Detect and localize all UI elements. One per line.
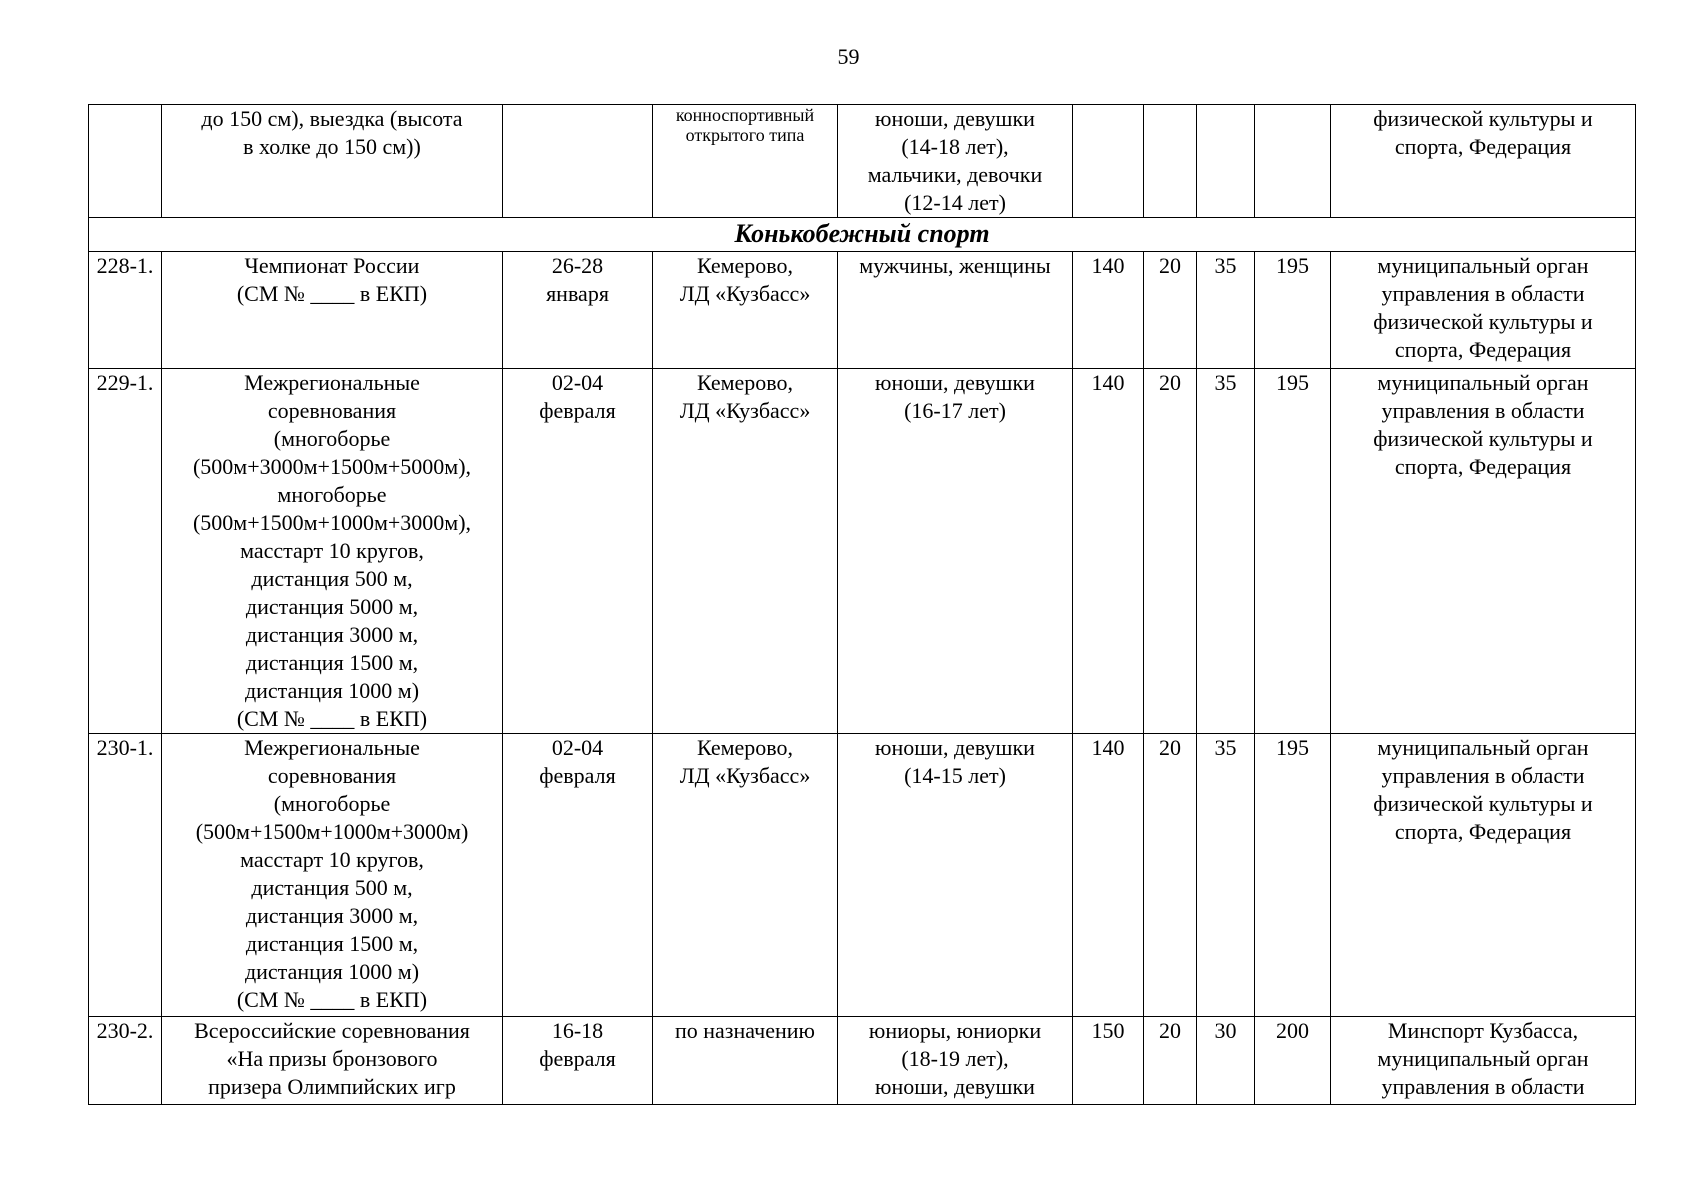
number-cell: 229-1. bbox=[89, 369, 162, 734]
text-line: конноспортивный bbox=[675, 105, 815, 125]
text-line: (СМ № ____ в ЕКП) bbox=[236, 987, 428, 1012]
text-line: (14-18 лет), bbox=[901, 134, 1009, 159]
event-name-cell bbox=[162, 734, 503, 1017]
text-line: 02-04 bbox=[551, 735, 604, 760]
text-line: юноши, девушки bbox=[875, 370, 1035, 395]
text-line: (500м+3000м+1500м+5000м), bbox=[192, 454, 472, 479]
venue-cell bbox=[653, 734, 838, 1017]
text-line: (СМ № ____ в ЕКП) bbox=[236, 706, 428, 731]
number-cell: 230-1. bbox=[89, 734, 162, 1017]
text-line: дистанция 1500 м, bbox=[245, 650, 419, 675]
text-line: Чемпионат России bbox=[244, 253, 420, 278]
text-line: масстарт 10 кругов, bbox=[240, 847, 424, 872]
text-line: в холке до 150 см)) bbox=[243, 134, 421, 159]
events-table bbox=[88, 104, 1636, 1105]
continuation-row bbox=[89, 105, 1636, 218]
text-line: юноши, девушки bbox=[875, 106, 1035, 131]
text-line: февраля bbox=[539, 1046, 616, 1071]
text-line: муниципальный орган bbox=[1377, 735, 1589, 760]
text-line: юноши, девушки bbox=[875, 735, 1035, 760]
text-line: соревнования bbox=[267, 398, 397, 423]
event-name-cell bbox=[162, 252, 503, 369]
number-cell: 228-1. bbox=[89, 252, 162, 369]
organizer-cell bbox=[1331, 252, 1636, 369]
text-line: февраля bbox=[539, 763, 616, 788]
text-line: муниципальный орган bbox=[1377, 253, 1589, 278]
count-cell-1: 140 bbox=[1073, 252, 1144, 369]
count-cell-4: 200 bbox=[1255, 1017, 1331, 1105]
count-cell-2 bbox=[1144, 105, 1197, 218]
count-cell-4: 195 bbox=[1255, 252, 1331, 369]
text-line: мужчины, женщины bbox=[859, 253, 1051, 278]
participants-cell bbox=[838, 369, 1073, 734]
venue-cell bbox=[653, 369, 838, 734]
text-line: 16-18 bbox=[551, 1018, 604, 1043]
text-line: Минспорт Кузбасса, bbox=[1387, 1018, 1579, 1043]
participants-cell bbox=[838, 734, 1073, 1017]
text-line: Межрегиональные bbox=[244, 735, 420, 760]
dates-cell bbox=[503, 105, 653, 218]
text-line: (многоборье bbox=[273, 791, 391, 816]
text-line: дистанция 1000 м) bbox=[244, 959, 420, 984]
text-line: января bbox=[546, 281, 609, 306]
table-row bbox=[89, 1017, 1636, 1105]
organizer-cell bbox=[1331, 1017, 1636, 1105]
text-line: Кемерово, bbox=[696, 253, 794, 278]
participants-cell bbox=[838, 1017, 1073, 1105]
count-cell-3: 30 bbox=[1197, 1017, 1255, 1105]
text-line: муниципальный орган bbox=[1377, 1046, 1589, 1071]
text-line: Кемерово, bbox=[696, 370, 794, 395]
text-line: открытого типа bbox=[685, 125, 805, 145]
organizer-cell bbox=[1331, 105, 1636, 218]
participants-cell bbox=[838, 105, 1073, 218]
venue-cell bbox=[653, 105, 838, 218]
count-cell-3: 35 bbox=[1197, 252, 1255, 369]
text-line: (16-17 лет) bbox=[904, 398, 1006, 423]
text-line: ЛД «Кузбасс» bbox=[679, 281, 811, 306]
text-line: дистанция 1000 м) bbox=[244, 678, 420, 703]
text-line: управления в области bbox=[1381, 281, 1585, 306]
text-line: призера Олимпийских игр bbox=[208, 1074, 456, 1099]
count-cell-2: 20 bbox=[1144, 734, 1197, 1017]
text-line: спорта, Федерация bbox=[1394, 337, 1572, 362]
text-line: спорта, Федерация bbox=[1394, 134, 1572, 159]
event-name-cell bbox=[162, 105, 503, 218]
text-line: управления в области bbox=[1381, 398, 1585, 423]
count-cell-2: 20 bbox=[1144, 252, 1197, 369]
text-line: (12-14 лет) bbox=[904, 190, 1006, 215]
number-cell: 230-2. bbox=[89, 1017, 162, 1105]
participants-cell bbox=[838, 252, 1073, 369]
text-line: (СМ № ____ в ЕКП) bbox=[236, 281, 428, 306]
count-cell-1: 150 bbox=[1073, 1017, 1144, 1105]
dates-cell bbox=[503, 369, 653, 734]
venue-cell bbox=[653, 252, 838, 369]
text-line: ЛД «Кузбасс» bbox=[679, 398, 811, 423]
text-line: дистанция 3000 м, bbox=[245, 622, 419, 647]
text-line: спорта, Федерация bbox=[1394, 819, 1572, 844]
count-cell-3: 35 bbox=[1197, 369, 1255, 734]
text-line: спорта, Федерация bbox=[1394, 454, 1572, 479]
page-number: 59 bbox=[837, 44, 860, 69]
event-name-cell bbox=[162, 369, 503, 734]
text-line: муниципальный орган bbox=[1377, 370, 1589, 395]
text-line: физической культуры и bbox=[1373, 106, 1593, 131]
dates-cell bbox=[503, 734, 653, 1017]
text-line: дистанция 1500 м, bbox=[245, 931, 419, 956]
text-line: 26-28 bbox=[551, 253, 604, 278]
text-line: ЛД «Кузбасс» bbox=[679, 763, 811, 788]
text-line: Межрегиональные bbox=[244, 370, 420, 395]
count-cell-4 bbox=[1255, 105, 1331, 218]
text-line: физической культуры и bbox=[1373, 426, 1593, 451]
text-line: февраля bbox=[539, 398, 616, 423]
text-line: Кемерово, bbox=[696, 735, 794, 760]
text-line: мальчики, девочки bbox=[867, 162, 1043, 187]
text-line: физической культуры и bbox=[1373, 791, 1593, 816]
event-name-cell bbox=[162, 1017, 503, 1105]
count-cell-1: 140 bbox=[1073, 734, 1144, 1017]
text-line: (500м+1500м+1000м+3000м) bbox=[195, 819, 469, 844]
section-header-row bbox=[89, 218, 1636, 252]
number-cell bbox=[89, 105, 162, 218]
dates-cell bbox=[503, 1017, 653, 1105]
text-line: юноши, девушки bbox=[875, 1074, 1035, 1099]
text-line: дистанция 500 м, bbox=[251, 566, 413, 591]
text-line: соревнования bbox=[267, 763, 397, 788]
organizer-cell bbox=[1331, 369, 1636, 734]
text-line: управления в области bbox=[1381, 1074, 1585, 1099]
text-line: дистанция 5000 м, bbox=[245, 594, 419, 619]
venue-cell bbox=[653, 1017, 838, 1105]
count-cell-2: 20 bbox=[1144, 1017, 1197, 1105]
count-cell-1 bbox=[1073, 105, 1144, 218]
count-cell-4: 195 bbox=[1255, 734, 1331, 1017]
text-line: Всероссийские соревнования bbox=[194, 1018, 470, 1043]
count-cell-1: 140 bbox=[1073, 369, 1144, 734]
dates-cell bbox=[503, 252, 653, 369]
text-line: (18-19 лет), bbox=[901, 1046, 1009, 1071]
text-line: масстарт 10 кругов, bbox=[240, 538, 424, 563]
text-line: управления в области bbox=[1381, 763, 1585, 788]
text-line: (500м+1500м+1000м+3000м), bbox=[192, 510, 472, 535]
table-row bbox=[89, 734, 1636, 1017]
text-line: (многоборье bbox=[273, 426, 391, 451]
text-line: 02-04 bbox=[551, 370, 604, 395]
event-rows bbox=[89, 252, 1636, 1105]
count-cell-3 bbox=[1197, 105, 1255, 218]
table-row bbox=[89, 369, 1636, 734]
text-line: по назначению bbox=[675, 1018, 815, 1043]
text-line: (14-15 лет) bbox=[904, 763, 1006, 788]
text-line: «На призы бронзового bbox=[226, 1046, 438, 1071]
text-line: юниоры, юниорки bbox=[868, 1018, 1042, 1043]
text-line: дистанция 3000 м, bbox=[245, 903, 419, 928]
count-cell-3: 35 bbox=[1197, 734, 1255, 1017]
text-line: физической культуры и bbox=[1373, 309, 1593, 334]
text-line: до 150 см), выездка (высота bbox=[201, 106, 463, 131]
section-title: Конькобежный спорт bbox=[89, 218, 1636, 252]
count-cell-4: 195 bbox=[1255, 369, 1331, 734]
table-row bbox=[89, 252, 1636, 369]
count-cell-2: 20 bbox=[1144, 369, 1197, 734]
text-line: дистанция 500 м, bbox=[251, 875, 413, 900]
organizer-cell bbox=[1331, 734, 1636, 1017]
text-line: многоборье bbox=[277, 482, 387, 507]
